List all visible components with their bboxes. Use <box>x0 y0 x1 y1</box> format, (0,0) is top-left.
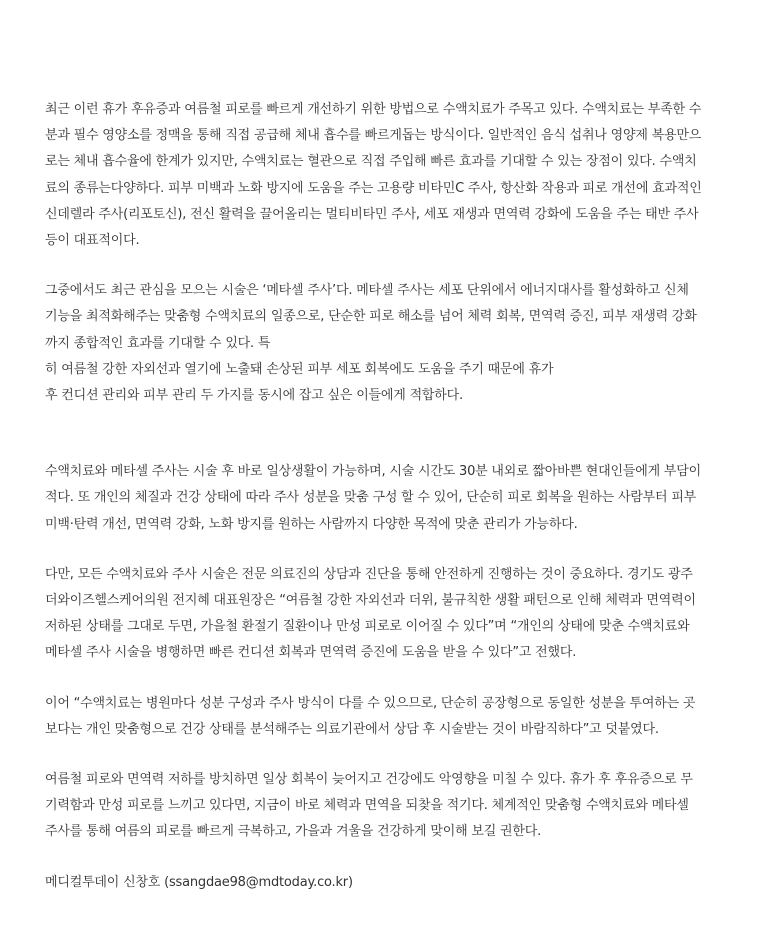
paragraph-metacell <box>45 278 730 409</box>
paragraph-gap <box>45 538 730 562</box>
text-line: 수액치료와 메타셀 주사는 시술 후 바로 일상생활이 가능하며, 시술 시간도 30분 내외로 짧아바쁜 현대인들에게 부담이 <box>45 464 701 480</box>
text-line: 미백·탄력 개선, 면역력 강화, 노화 방지를 원하는 사람까지 다양한 목적에 맞춘 관리가 가능하다. <box>45 516 578 532</box>
text-line: 이어 “수액치료는 병원마다 성분 구성과 주사 방식이 다를 수 있으므로, 단순히 공장형으로 동일한 성분을 투여하는 곳 <box>45 695 696 711</box>
text-line: 적다. 또 개인의 체질과 건강 상태에 따라 주사 성분을 맞춤 구성 할 수 있어, 단순히 피로 회복을 원하는 사람부터 피부 <box>45 490 697 506</box>
paragraph-gap <box>45 409 730 459</box>
text-line: 까지 종합적인 효과를 기대할 수 있다. 특 <box>45 335 271 351</box>
text-line: 기력함과 만성 피로를 느끼고 있다면, 지금이 바로 체력과 면역을 되찾을 적기다. 체계적인 맞춤형 수액치료와 메타셀 <box>45 798 689 814</box>
paragraph-convenience <box>45 459 730 538</box>
paragraph-gap <box>45 846 730 870</box>
text-line: 등이 대표적이다. <box>45 233 140 249</box>
paragraph-advice <box>45 691 730 743</box>
text-line: 주사를 통해 여름의 피로를 빠르게 극복하고, 가을과 겨울을 건강하게 맞이해 보길 권한다. <box>45 824 542 840</box>
text-line: 그중에서도 최근 관심을 모으는 시술은 ‘메타셀 주사’다. 메타셀 주사는 세포 단위에서 에너지대사를 활성화하고 신체 <box>45 283 689 299</box>
text-line: 다만, 모든 수액치료와 주사 시술은 전문 의료진의 상담과 진단을 통해 안전하게 진행하는 것이 중요하다. 경기도 광주 <box>45 566 693 582</box>
text-line: 히 여름철 강한 자외선과 열기에 노출돼 손상된 피부 세포 회복에도 도움을 주기 때문에 휴가 <box>45 361 554 377</box>
paragraph-conclusion <box>45 767 730 846</box>
text-line: 로는 체내 흡수율에 한계가 있지만, 수액치료는 혈관으로 직접 주입해 빠른 효과를 기대할 수 있는 장점이 있다. 수액치 <box>45 154 697 170</box>
text-line: 분과 필수 영양소를 정맥을 통해 직접 공급해 체내 흡수를 빠르게돕는 방식이다. 일반적인 음식 섭취나 영양제 복용만으 <box>45 128 702 144</box>
paragraph-expert-quote <box>45 562 730 667</box>
text-line: 보다는 개인 맞춤형으로 건강 상태를 분석해주는 의료기관에서 상담 후 시술받는 것이 바람직하다”고 덧붙였다. <box>45 721 659 737</box>
text-line: 최근 이런 휴가 후유증과 여름철 피로를 빠르게 개선하기 위한 방법으로 수액치료가 주목고 있다. 수액치료는 부족한 수 <box>45 102 702 117</box>
text-line: 메타셀 주사 시술을 병행하면 빠른 컨디션 회복과 면역력 증진에 도움을 받을 수 있다”고 전했다. <box>45 645 577 661</box>
text-line: 더와이즈헬스케어의원 전지혜 대표원장은 “여름철 강한 자외선과 더위, 불규칙한 생활 패턴으로 인해 체력과 면역력이 <box>45 593 696 609</box>
text-line: 신데렐라 주사(리포토신), 전신 활력을 끌어올리는 멀티비타민 주사, 세포 재생과 면역력 강화에 도움을 주는 태반 주사 <box>45 206 699 222</box>
reporter-byline: 메디컬투데이 신창호 (ssangdae98@mdtoday.co.kr) <box>45 874 353 890</box>
paragraph-gap <box>45 254 730 278</box>
paragraph-gap <box>45 667 730 691</box>
paragraph-intro <box>45 97 730 254</box>
text-line: 기능을 최적화해주는 맞춤형 수액치료의 일종으로, 단순한 피로 해소를 넘어 체력 회복, 면역력 증진, 피부 재생력 강화 <box>45 309 697 325</box>
article-body <box>45 97 730 896</box>
text-line: 료의 종류는다양하다. 피부 미백과 노화 방지에 도움을 주는 고용량 비타민C 주사, 항산화 작용과 피로 개선에 효과적인 <box>45 180 702 196</box>
paragraph-gap <box>45 743 730 767</box>
text-line: 후 컨디션 관리와 피부 관리 두 가지를 동시에 잡고 싶은 이들에게 적합하다. <box>45 388 463 404</box>
text-line: 여름철 피로와 면역력 저하를 방치하면 일상 회복이 늦어지고 건강에도 악영향을 미칠 수 있다. 휴가 후 후유증으로 무 <box>45 772 693 788</box>
text-line: 저하된 상태를 그대로 두면, 가을철 환절기 질환이나 만성 피로로 이어질 수 있다”며 “개인의 상태에 맞춘 수액치료와 <box>45 619 690 635</box>
